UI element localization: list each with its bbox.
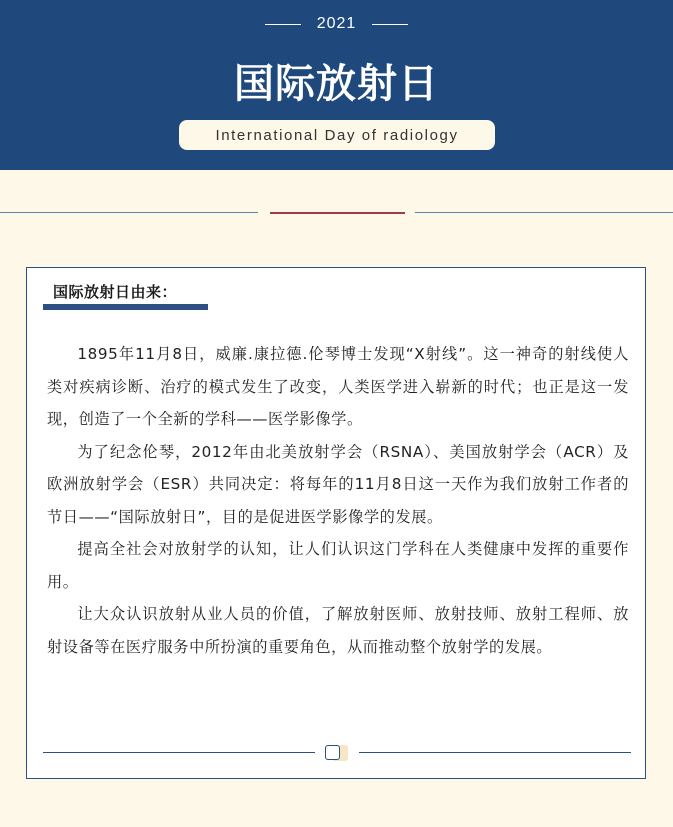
divider-left [0, 212, 258, 213]
year-line-right [372, 24, 408, 25]
footer-line-left [43, 752, 315, 753]
content-card [26, 267, 646, 779]
footer-ornament-icon [325, 745, 340, 760]
footer-line-right [359, 752, 631, 753]
paragraph: 让大众认识放射从业人员的价值，了解放射医师、放射技师、放射工程师、放射设备等在医疗服务中所扮演的重要角色，从而推动整个放射学的发展。 [47, 605, 629, 656]
article-body [47, 338, 629, 663]
year-label: 2021 [316, 15, 357, 32]
subtitle-pill [179, 120, 495, 150]
year-line-left [265, 24, 301, 25]
section-title-underline [43, 304, 208, 310]
year-row [0, 12, 673, 36]
paragraph: 提高全社会对放射学的认知，让人们认识这门学科在人类健康中发挥的重要作用。 [47, 540, 629, 591]
header-banner [0, 0, 673, 170]
paragraph: 为了纪念伦琴，2012年由北美放射学会（RSNA）、美国放射学会（ACR）及欧洲放射学会（ESR）共同决定：将每年的11月8日这一天作为我们放射工作者的节日——“国际放射日”，目的是促进医学影像学的发展。 [47, 442, 629, 526]
subtitle-text: International Day of radiology [215, 126, 459, 144]
section-title: 国际放射日由来： [53, 283, 178, 301]
page-title: 国际放射日 [234, 61, 439, 107]
paragraph: 1895年11月8日，威廉.康拉德.伦琴博士发现“X射线”。这一神奇的射线使人类对疾病诊断、治疗的模式发生了改变，人类医学进入崭新的时代；也正是这一发现，创造了一个全新的学科——医学影像学。 [47, 345, 629, 428]
divider-center-accent [270, 212, 405, 214]
divider-right [415, 212, 673, 213]
